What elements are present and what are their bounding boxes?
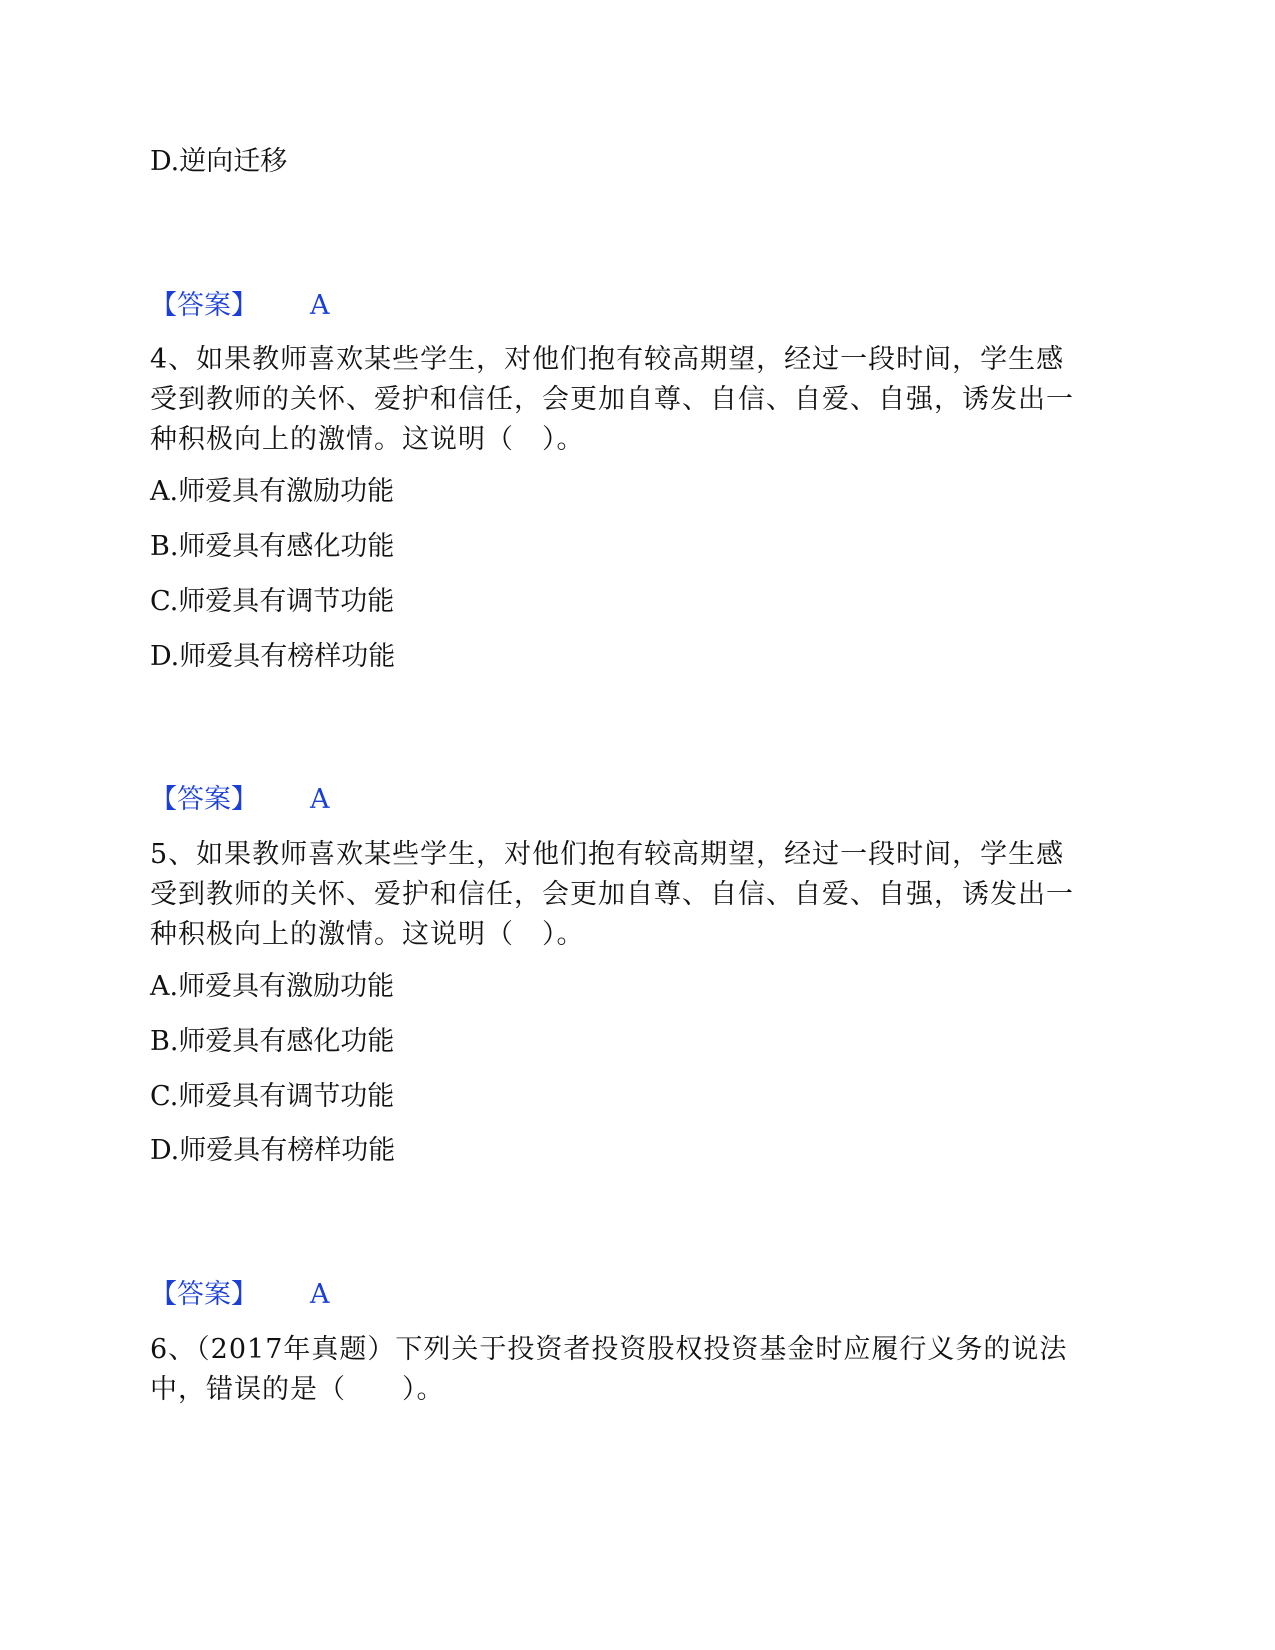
q4-option-b: B.师爱具有感化功能 — [150, 531, 395, 562]
q4-option-d: D.师爱具有榜样功能 — [150, 641, 396, 672]
question-5 — [150, 835, 1110, 955]
question-6-line-1: 6、（2017年真题）下列关于投资者投资股权投资基金时应履行义务的说法 — [150, 1334, 1068, 1365]
answer-value: A — [310, 290, 330, 321]
answer-label: 【答案】 — [150, 290, 258, 321]
answer-1 — [150, 286, 330, 326]
question-5-line-2: 受到教师的关怀、爱护和信任，会更加自尊、自信、自爱、自强，诱发出一 — [150, 879, 1074, 910]
answer-value: A — [310, 1279, 330, 1310]
option-d-prev: D.逆向迁移 — [150, 146, 288, 177]
q5-option-b: B.师爱具有感化功能 — [150, 1026, 395, 1057]
question-4-line-1: 4、如果教师喜欢某些学生，对他们抱有较高期望，经过一段时间，学生感 — [150, 344, 1065, 375]
q4-option-a: A.师爱具有激励功能 — [150, 476, 395, 507]
q5-option-c: C.师爱具有调节功能 — [150, 1081, 395, 1112]
q5-option-a: A.师爱具有激励功能 — [150, 971, 395, 1002]
question-4-line-2: 受到教师的关怀、爱护和信任，会更加自尊、自信、自爱、自强，诱发出一 — [150, 384, 1074, 415]
question-4 — [150, 340, 1110, 460]
answer-3 — [150, 1275, 330, 1315]
question-4-line-3: 种积极向上的激情。这说明（ ）。 — [150, 424, 585, 455]
question-6 — [150, 1330, 1110, 1410]
answer-2 — [150, 780, 330, 820]
question-5-line-1: 5、如果教师喜欢某些学生，对他们抱有较高期望，经过一段时间，学生感 — [150, 839, 1065, 870]
q4-option-c: C.师爱具有调节功能 — [150, 586, 395, 617]
answer-label: 【答案】 — [150, 1279, 258, 1310]
q5-option-d: D.师爱具有榜样功能 — [150, 1135, 396, 1166]
answer-value: A — [310, 784, 330, 815]
question-5-line-3: 种积极向上的激情。这说明（ ）。 — [150, 919, 585, 950]
answer-label: 【答案】 — [150, 784, 258, 815]
question-6-line-2: 中，错误的是（ ）。 — [150, 1374, 445, 1405]
